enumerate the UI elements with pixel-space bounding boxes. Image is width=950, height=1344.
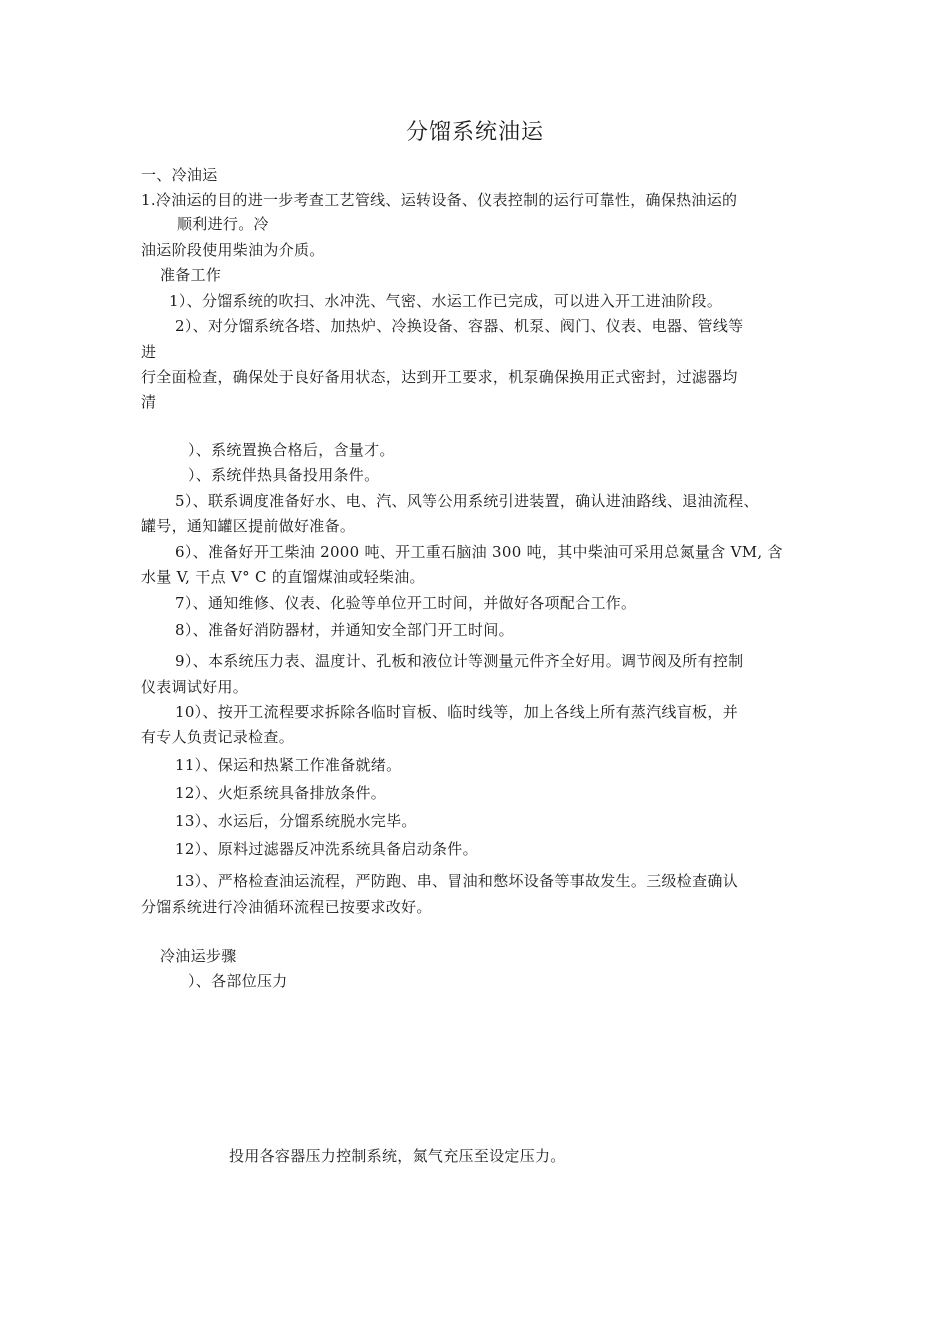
paragraph-line: 顺利进行。冷 — [177, 215, 269, 233]
list-item: 13）、严格检查油运流程，严防跑、串、冒油和憋坏设备等事故发生。三级检查确认 — [175, 872, 738, 890]
list-item: 13）、水运后，分馏系统脱水完毕。 — [175, 812, 417, 830]
list-item: ）、系统伴热具备投用条件。 — [188, 466, 380, 484]
list-item: ）、各部位压力 — [188, 972, 288, 990]
list-item: 2）、对分馏系统各塔、加热炉、冷换设备、容器、机泵、阀门、仪表、电器、管线等 — [175, 317, 744, 335]
list-item: 12）、原料过滤器反冲洗系统具备启动条件。 — [175, 840, 478, 858]
paragraph-line: 清 — [141, 393, 157, 411]
paragraph-line: 进 — [141, 343, 157, 361]
list-item: 1）、分馏系统的吹扫、水冲洗、气密、水运工作已完成，可以进入开工进油阶段。 — [169, 292, 723, 310]
list-item: 11）、保运和热紧工作准备就绪。 — [175, 756, 402, 774]
paragraph-line: 行全面检查，确保处于良好备用状态，达到开工要求，机泵确保换用正式密封，过滤器均 — [141, 368, 738, 386]
list-item: 12）、火炬系统具备排放条件。 — [175, 784, 387, 802]
list-item: 6）、准备好开工柴油 2000 吨、开工重石脑油 300 吨，其中柴油可采用总氮量含 VM, 含 — [175, 543, 783, 561]
subheading-steps: 冷油运步骤 — [160, 947, 237, 965]
list-item: ）、系统置换合格后，含量才。 — [188, 441, 395, 459]
paragraph-line: 有专人负责记录检查。 — [141, 728, 295, 746]
list-item: 8）、准备好消防器材，并通知安全部门开工时间。 — [175, 621, 514, 639]
list-item: 7）、通知维修、仪表、化验等单位开工时间，并做好各项配合工作。 — [175, 594, 637, 612]
list-item: 10）、按开工流程要求拆除各临时盲板、临时线等，加上各线上所有蒸汽线盲板，并 — [175, 703, 738, 721]
paragraph-line: 分馏系统进行冷油循环流程已按要求改好。 — [141, 898, 432, 916]
paragraph-line: 仪表调试好用。 — [141, 678, 249, 696]
paragraph-line: 油运阶段使用柴油为介质。 — [141, 241, 325, 259]
paragraph-line: 投用各容器压力控制系统，氮气充压至设定压力。 — [229, 1147, 566, 1165]
paragraph-line: 罐号，通知罐区提前做好准备。 — [141, 517, 356, 535]
paragraph-line: 1.冷油运的目的进一步考查工艺管线、运转设备、仪表控制的运行可靠性，确保热油运的 — [141, 191, 738, 209]
section-heading-cold-oil-run: 一、冷油运 — [141, 166, 218, 184]
list-item: 5）、联系调度准备好水、电、汽、风等公用系统引进装置，确认进油路线、退油流程、 — [175, 492, 759, 510]
document-title: 分馏系统油运 — [405, 120, 544, 145]
list-item: 9）、本系统压力表、温度计、孔板和液位计等测量元件齐全好用。调节阀及所有控制 — [175, 652, 744, 670]
paragraph-line: 水量 V, 干点 V° C 的直馏煤油或轻柴油。 — [141, 568, 425, 586]
subheading-preparation: 准备工作 — [160, 266, 222, 284]
